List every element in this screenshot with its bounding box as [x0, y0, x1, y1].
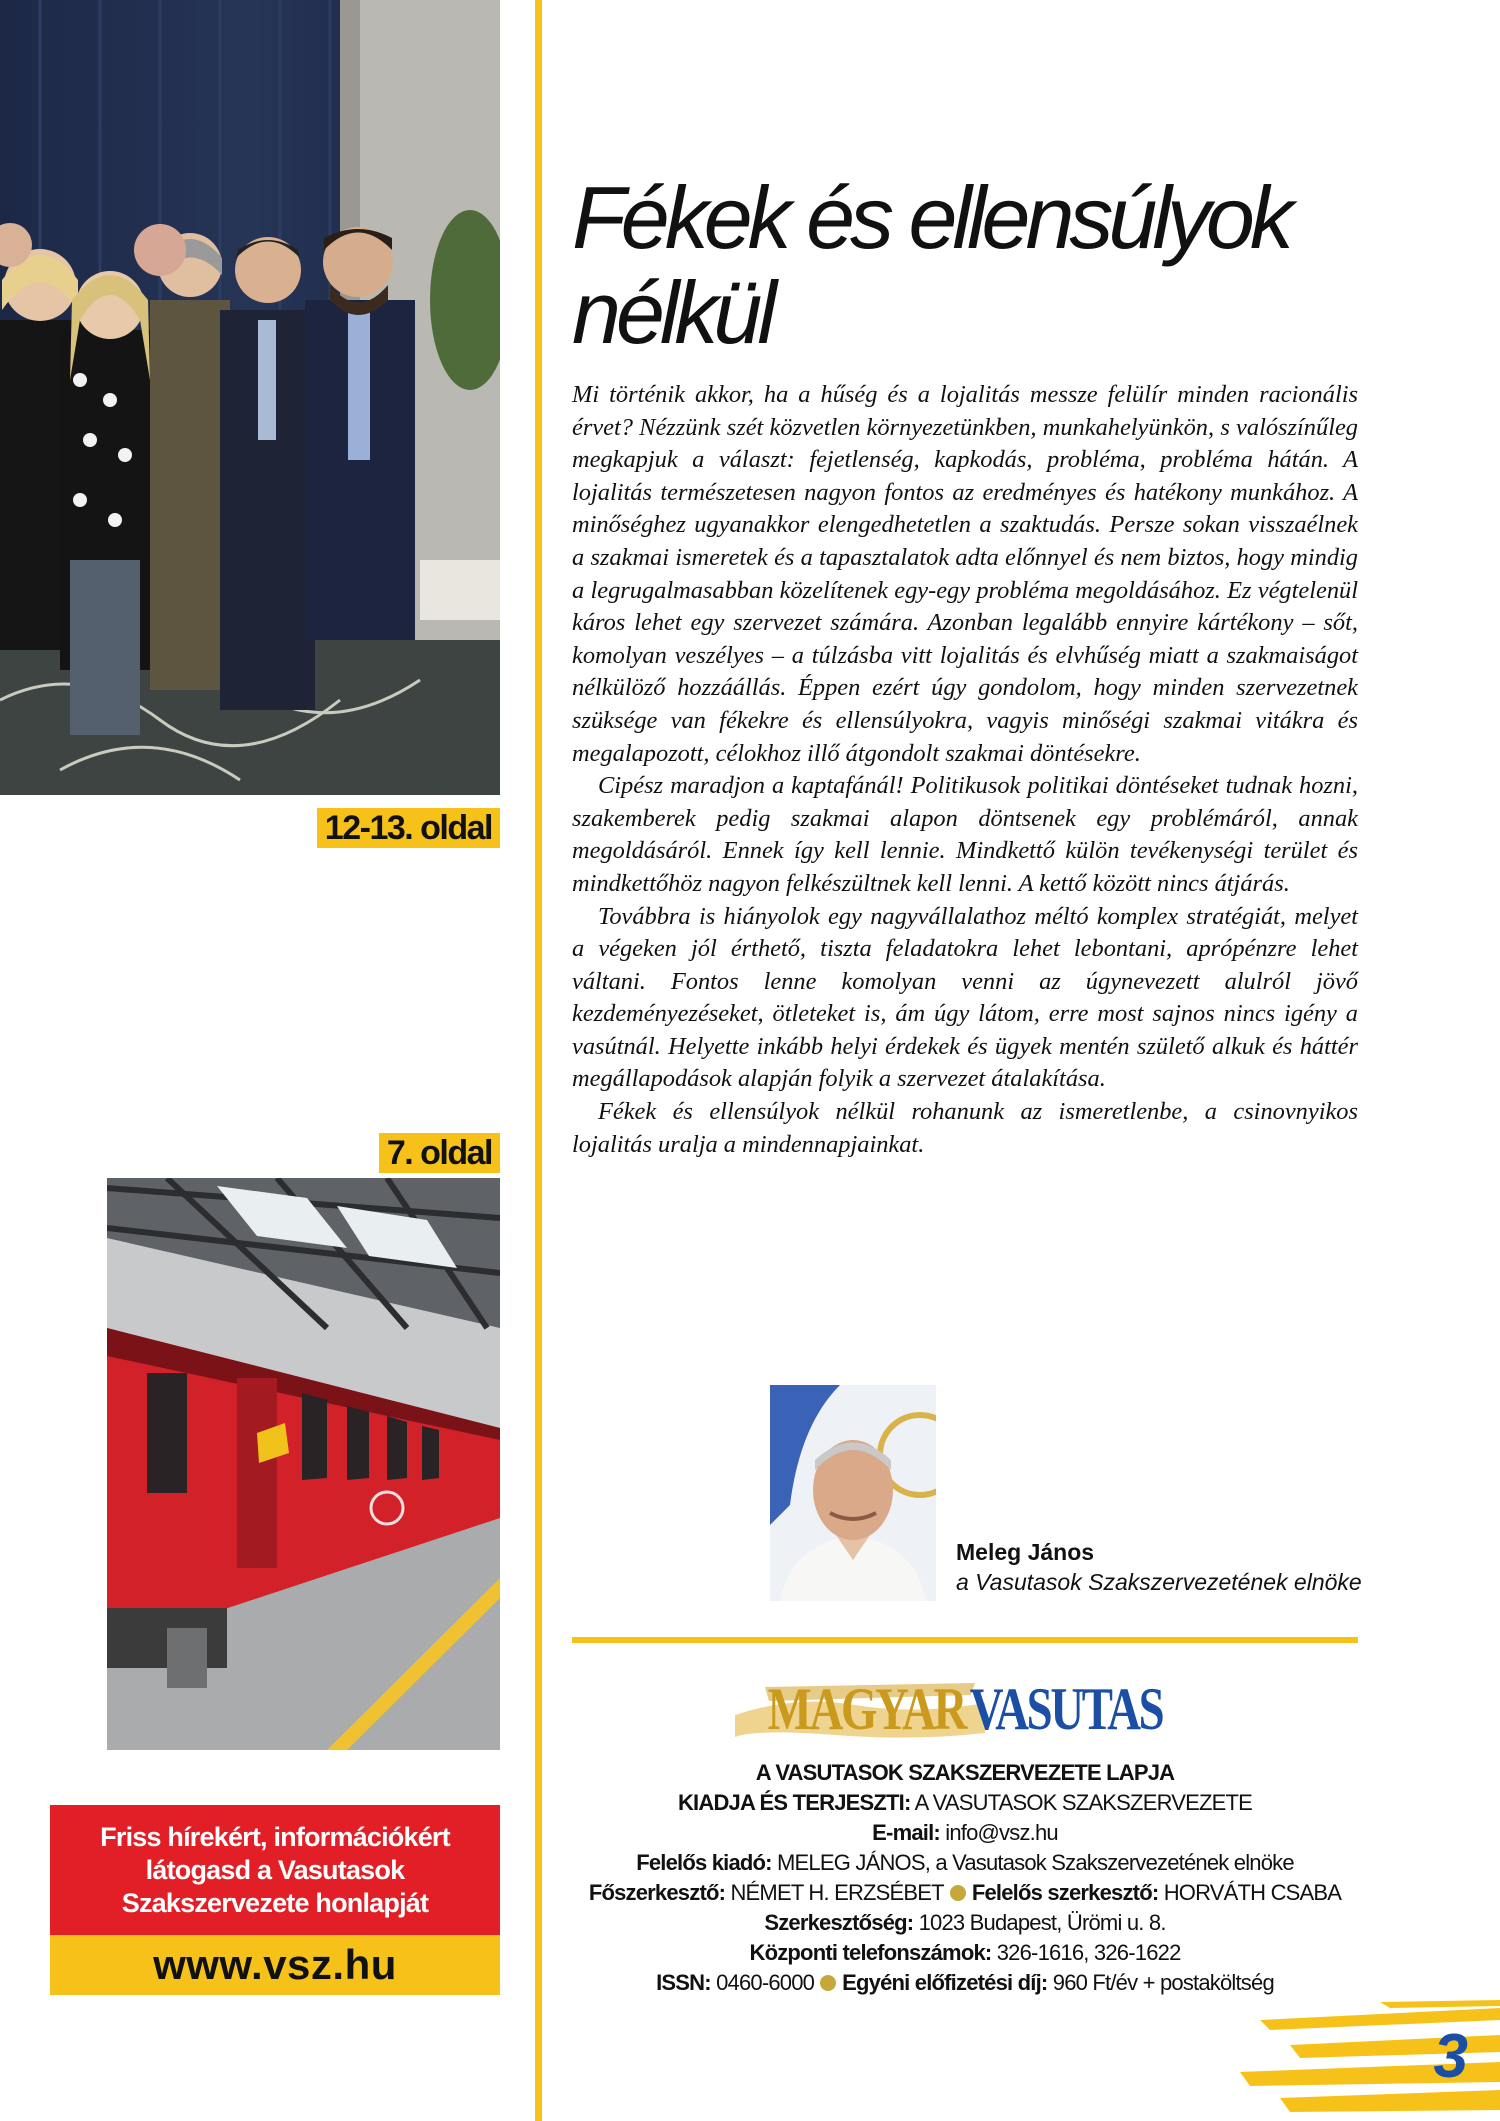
imprint-heading: A VASUTASOK SZAKSZERVEZETE LAPJA — [755, 1760, 1175, 1785]
imprint-label: Szerkesztőség: — [764, 1910, 914, 1935]
page-reference-label: 12-13. oldal — [317, 808, 500, 848]
page-reference-label: 7. oldal — [379, 1133, 500, 1173]
imprint-label: E-mail: — [872, 1820, 940, 1845]
imprint-line — [572, 1968, 1358, 1998]
imprint-value: A VASUTASOK SZAKSZERVEZETE — [914, 1790, 1253, 1815]
train-photo — [107, 1178, 500, 1750]
article-paragraph: Cipész maradjon a kaptafánál! Politikusok politikai döntéseket tudnak hozni, szakemberek pedig szakmai alapon döntsenek egy problémáról, annak megoldásáról. Ennek így kell lennie. Mindkettő külön tevékenységi terület és mindkettőhöz nagyon felkészültnek kell lenni. A kettő között nincs átjárás. — [572, 772, 1358, 897]
author-name: Meleg János — [956, 1539, 1095, 1565]
imprint-label: Főszerkesztő: — [588, 1880, 726, 1905]
imprint-label: Felelős kiadó: — [636, 1850, 772, 1875]
imprint-label: Egyéni előfizetési díj: — [842, 1970, 1048, 1995]
email-link[interactable]: info@vsz.hu — [945, 1820, 1058, 1845]
article-title — [572, 170, 1452, 360]
imprint-label: KIADJA ÉS TERJESZTI: — [677, 1790, 911, 1815]
author-title: a Vasutasok Szakszervezetének elnöke — [956, 1569, 1362, 1595]
imprint-line — [572, 1758, 1358, 1788]
section-divider — [572, 1637, 1358, 1643]
imprint-value: 0460-6000 — [716, 1970, 815, 1995]
imprint-label: ISSN: — [656, 1970, 711, 1995]
article-title-line: nélkül — [572, 263, 772, 362]
imprint-label: Felelős szerkesztő: — [971, 1880, 1159, 1905]
masthead-word: VASUTAS — [969, 1675, 1163, 1742]
group-photo — [0, 0, 500, 795]
page-number: 3 — [1433, 2022, 1468, 2091]
imprint-value: MELEG JÁNOS, a Vasutasok Szakszervezetének elnöke — [777, 1850, 1294, 1875]
magyar-vasutas-logo — [735, 1675, 1195, 1743]
imprint-line — [572, 1908, 1358, 1938]
masthead-wordmark — [767, 1675, 1163, 1743]
imprint-line — [572, 1938, 1358, 1968]
imprint-line — [572, 1848, 1358, 1878]
imprint-line — [572, 1788, 1358, 1818]
masthead-word: MAGYAR — [767, 1675, 966, 1742]
imprint — [572, 1758, 1358, 1998]
imprint-value: NÉMET H. ERZSÉBET — [730, 1880, 944, 1905]
article-paragraph: Továbbra is hiányolok egy nagyvállalathoz méltó komplex stratégiát, melyet a végeken jól érthető, tiszta feladatokra lehet lebontani, aprópénzre lehet váltani. Fontos lenne komolyan venni az úgynevezett alulról jövő kezdeményezéseket, ötleteket is, ám úgy látom, erre most sajnos nincs igény a vasútnál. Helyette inkább helyi érdekek és ügyek mentén születő alkuk és háttér megállapodások alapján folyik a szervezet átalakítása. — [572, 902, 1358, 1093]
page-number-area — [1230, 2000, 1500, 2121]
bullet-dot-icon — [950, 1885, 966, 1901]
article-paragraph: Fékek és ellensúlyok nélkül rohanunk az ismeretlenbe, a csinovnyikos lojalitás uralja a mindennapjainkat. — [572, 1098, 1358, 1158]
imprint-label: Központi telefonszámok: — [749, 1940, 992, 1965]
promo-message — [50, 1805, 500, 1935]
promo-line: Friss hírekért, információkért — [100, 1821, 450, 1852]
imprint-value: 960 Ft/év + postaköltség — [1052, 1970, 1274, 1995]
imprint-value: 1023 Budapest, Ürömi u. 8. — [918, 1910, 1166, 1935]
promo-url-link[interactable]: www.vsz.hu — [50, 1935, 500, 1995]
article-paragraph: Mi történik akkor, ha a hűség és a lojalitás messze felülír minden racionális érvet? Nézzünk szét közvetlen környezetünkben, munkahelyünkön, s valószínűleg megkapjuk a választ: fejetlenség, kapkodás, probléma, probléma hátán. A lojalitás természetesen nagyon fontos az eredményes és hatékony munkához. A minőséghez ugyanakkor elengedhetetlen a szaktudás. Persze sokan visszaélnek a szakmai ismeretek és a tapasztalatok adta előnnyel és nem biztos, hogy mindig a legrugalmasabban közelítenek egy-egy probléma megoldásához. Ez végtelenül káros lehet egy szervezet számára. Azonban legalább ennyire kártékony – sőt, komolyan veszélyes – a túlzásba vitt lojalitás és elvhűség miatt a szakmaiságot nélkülöző hozzáállás. Éppen ezért úgy gondolom, hogy minden szervezetnek szüksége van fékekre és ellensúlyokra, vagyis minőségi szakmai vitákra és megalapozott, célokhoz illő átgondolt szakmai döntésekre. — [572, 381, 1358, 767]
imprint-value: 326-1616, 326-1622 — [996, 1940, 1181, 1965]
imprint-value: HORVÁTH CSABA — [1163, 1880, 1342, 1905]
promo-line: látogasd a Vasutasok — [145, 1854, 405, 1885]
promo-line: Szakszervezete honlapját — [121, 1887, 429, 1918]
article-body — [572, 379, 1358, 1161]
article-title-line: Fékek és ellensúlyok — [572, 168, 1289, 267]
imprint-line — [572, 1818, 1358, 1848]
author-portrait — [770, 1385, 936, 1601]
imprint-line — [572, 1878, 1358, 1908]
bullet-dot-icon — [820, 1975, 836, 1991]
website-promo-box — [50, 1805, 500, 1995]
column-divider — [535, 0, 542, 2121]
